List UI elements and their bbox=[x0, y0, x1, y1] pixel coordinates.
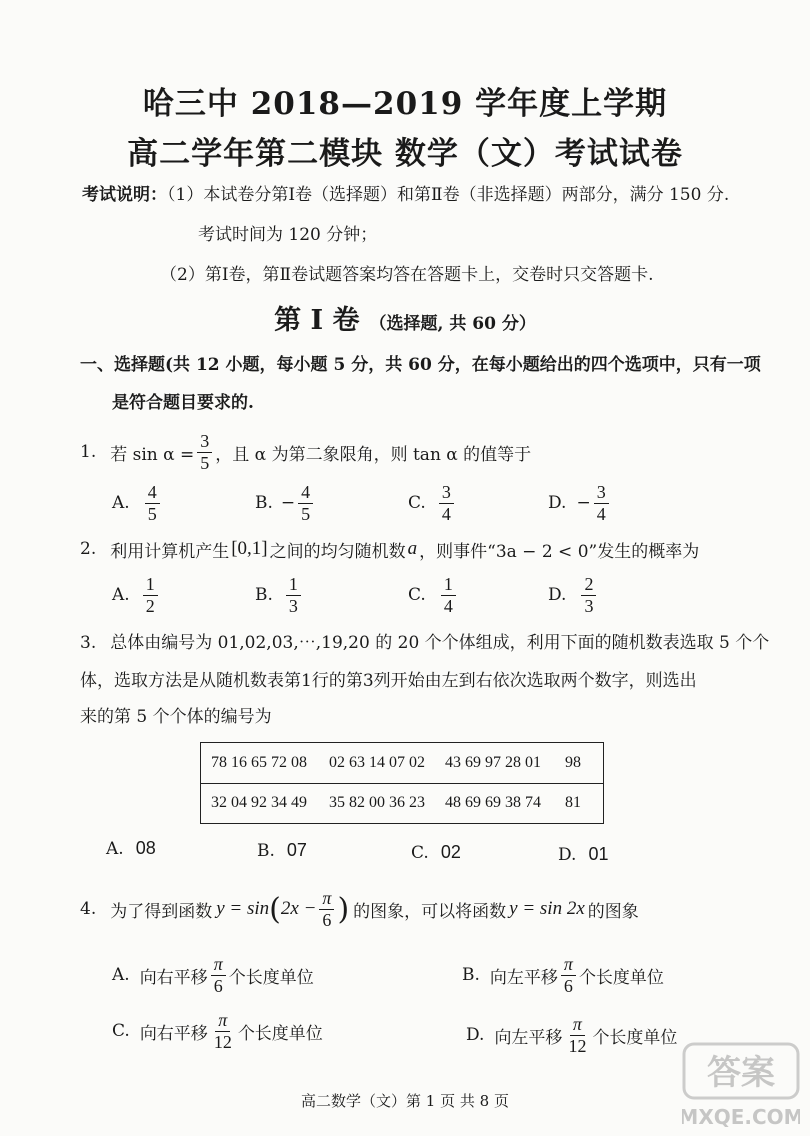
question-number: 3. bbox=[80, 633, 97, 653]
option-fraction bbox=[439, 483, 454, 524]
fraction-denominator: 6 bbox=[563, 975, 573, 996]
table-cell: 48 69 69 38 74 bbox=[445, 794, 541, 811]
option-text-pre: 向右平移 bbox=[139, 1023, 208, 1044]
option-label: B. bbox=[257, 841, 275, 861]
option-text-post: 个长度单位 bbox=[237, 1023, 323, 1044]
question-text-pre: 利用计算机产生 bbox=[110, 541, 230, 562]
fraction-denominator: 12 bbox=[568, 1035, 587, 1056]
fraction-denominator: 4 bbox=[443, 595, 453, 616]
question-1 bbox=[80, 428, 531, 476]
question-3 bbox=[80, 628, 769, 653]
variable-a: a bbox=[407, 538, 418, 559]
q2-option-b[interactable] bbox=[255, 570, 304, 620]
fraction-denominator: 3 bbox=[584, 595, 594, 616]
question-text-mid: 之间的均匀随机数 bbox=[269, 541, 406, 562]
option-text-pre: 向左平移 bbox=[494, 1027, 563, 1048]
q3-option-b[interactable] bbox=[257, 840, 307, 861]
function-expression: y = sin bbox=[216, 898, 270, 919]
fraction-numerator: π bbox=[215, 1011, 230, 1032]
fraction-numerator: 4 bbox=[298, 483, 313, 504]
option-label: C. bbox=[411, 843, 429, 863]
option-text: 02 bbox=[440, 842, 461, 862]
svg-text:答案: 答案 bbox=[707, 1053, 775, 1093]
option-label: D. bbox=[466, 1025, 485, 1045]
option-fraction bbox=[211, 1011, 235, 1052]
option-fraction bbox=[211, 955, 226, 996]
option-label: B. bbox=[255, 585, 273, 605]
option-text-pre: 向左平移 bbox=[489, 967, 558, 988]
q4-option-b[interactable] bbox=[462, 950, 664, 1000]
watermark-icon bbox=[682, 1040, 800, 1132]
instructions-item2: （2）第Ⅰ卷，第Ⅱ卷试题答案均答在答题卡上，交卷时只交答题卡. bbox=[160, 265, 654, 285]
option-fraction bbox=[298, 483, 313, 524]
option-fraction bbox=[594, 483, 609, 524]
table-row bbox=[201, 743, 603, 784]
table-row bbox=[201, 783, 603, 823]
q2-option-a[interactable] bbox=[112, 570, 161, 620]
q1-option-b[interactable] bbox=[255, 478, 316, 528]
fraction-numerator: 2 bbox=[581, 575, 596, 596]
option-text-post: 个长度单位 bbox=[578, 967, 664, 988]
instructions-line1 bbox=[82, 180, 729, 205]
option-fraction bbox=[561, 955, 576, 996]
option-label: A. bbox=[112, 965, 130, 985]
question-text-pre: 若 sin α = bbox=[110, 444, 195, 465]
q1-option-a[interactable] bbox=[112, 478, 163, 528]
option-label: C. bbox=[408, 585, 426, 605]
table-cell: 78 16 65 72 08 bbox=[211, 754, 307, 771]
option-label: B. bbox=[255, 493, 273, 513]
q3-option-d[interactable] bbox=[558, 844, 608, 865]
fraction-denominator: 5 bbox=[200, 452, 210, 473]
function-expression-2: y = sin 2x bbox=[509, 898, 585, 919]
q3-option-c[interactable] bbox=[411, 842, 461, 863]
question-text-line1: 总体由编号为 01,02,03,⋯,19,20 的 20 个个体组成，利用下面的随机数表选取 5 个个 bbox=[110, 633, 770, 653]
fraction-denominator: 4 bbox=[596, 503, 606, 524]
fraction-numerator: π bbox=[561, 955, 576, 976]
q1-option-d[interactable] bbox=[548, 478, 612, 528]
table-cell: 81 bbox=[565, 794, 581, 811]
q2-option-c[interactable] bbox=[408, 570, 459, 620]
instructions-item1-cont: 考试时间为 120 分钟； bbox=[198, 225, 378, 245]
fraction-denominator: 6 bbox=[213, 975, 223, 996]
section-subtitle: （选择题, 共 60 分） bbox=[369, 314, 536, 334]
question-3-line2: 体，选取方法是从随机数表第1行的第3列开始由左到右依次选取两个数字，则选出 bbox=[80, 671, 697, 691]
q1-option-c[interactable] bbox=[408, 478, 457, 528]
option-text-pre: 向右平移 bbox=[139, 967, 208, 988]
q4-option-c[interactable] bbox=[112, 1006, 323, 1056]
option-text-post: 个长度单位 bbox=[592, 1027, 678, 1048]
option-text-post: 个长度单位 bbox=[228, 967, 314, 988]
q4-option-a[interactable] bbox=[112, 950, 314, 1000]
question-text-post: ，则事件“3a − 2 < 0”发生的概率为 bbox=[419, 541, 700, 562]
question-4 bbox=[80, 882, 639, 936]
question-text-pre: 为了得到函数 bbox=[110, 901, 213, 922]
option-fraction bbox=[143, 575, 158, 616]
random-number-table bbox=[200, 742, 604, 824]
table-cell: 98 bbox=[565, 754, 581, 771]
section-heading bbox=[0, 298, 810, 337]
fraction-denominator: 2 bbox=[145, 595, 155, 616]
option-label: D. bbox=[558, 845, 577, 865]
option-fraction bbox=[286, 575, 301, 616]
question-number: 4. bbox=[80, 899, 97, 919]
option-label: C. bbox=[112, 1021, 130, 1041]
page-footer: 高二数学（文）第 1 页 共 8 页 bbox=[301, 1092, 509, 1110]
table-cell: 02 63 14 07 02 bbox=[329, 754, 425, 771]
exam-title-line2: 高二学年第二模块 数学（文）考试试卷 bbox=[127, 136, 683, 172]
question-text-post: ，且 α 为第二象限角，则 tan α 的值等于 bbox=[215, 444, 532, 465]
fraction-numerator: π bbox=[319, 889, 334, 910]
option-fraction bbox=[581, 575, 596, 616]
fraction bbox=[197, 432, 212, 473]
watermark-logo bbox=[682, 1040, 800, 1132]
fraction-numerator: 3 bbox=[439, 483, 454, 504]
table-cell: 32 04 92 34 49 bbox=[211, 794, 307, 811]
function-inner: 2x − bbox=[280, 898, 317, 919]
option-label: A. bbox=[106, 839, 124, 859]
fraction-denominator: 6 bbox=[322, 909, 332, 930]
open-paren-icon: ( bbox=[269, 891, 281, 927]
fraction-numerator: 4 bbox=[145, 483, 160, 504]
exam-title-line1: 哈三中 2018—2019 学年度上学期 bbox=[142, 86, 668, 122]
option-fraction bbox=[441, 575, 456, 616]
option-label: B. bbox=[462, 965, 480, 985]
option-text: 01 bbox=[588, 844, 609, 864]
option-label: D. bbox=[548, 585, 567, 605]
option-sign: − bbox=[280, 493, 296, 513]
instructions-label: 考试说明： bbox=[82, 185, 167, 205]
table-cell: 35 82 00 36 23 bbox=[329, 794, 425, 811]
fraction bbox=[319, 889, 334, 930]
option-label: A. bbox=[112, 585, 130, 605]
question-number: 1. bbox=[80, 442, 97, 462]
option-text: 07 bbox=[286, 840, 307, 860]
part1-instructions-line1: 一、选择题(共 12 小题，每小题 5 分，共 60 分，在每小题给出的四个选项中，只有一项 bbox=[80, 355, 761, 375]
table-cell: 43 69 97 28 01 bbox=[445, 754, 541, 771]
option-text: 08 bbox=[135, 838, 156, 858]
fraction-numerator: 1 bbox=[143, 575, 158, 596]
fraction-denominator: 5 bbox=[301, 503, 311, 524]
fraction-numerator: 3 bbox=[594, 483, 609, 504]
option-label: A. bbox=[112, 493, 130, 513]
fraction-numerator: π bbox=[570, 1015, 585, 1036]
fraction-numerator: π bbox=[211, 955, 226, 976]
q3-option-a[interactable] bbox=[106, 838, 156, 859]
question-3-line3: 来的第 5 个个体的编号为 bbox=[80, 707, 272, 727]
q4-option-d[interactable] bbox=[466, 1010, 677, 1060]
option-label: D. bbox=[548, 493, 567, 513]
fraction-denominator: 5 bbox=[147, 503, 157, 524]
fraction-denominator: 3 bbox=[288, 595, 298, 616]
option-sign: − bbox=[576, 493, 591, 513]
option-label: C. bbox=[408, 493, 426, 513]
question-text-post: 的图象 bbox=[587, 901, 639, 922]
part1-instructions-line2: 是符合题目要求的. bbox=[112, 393, 254, 413]
question-text-mid: 的图象，可以将函数 bbox=[353, 901, 507, 922]
fraction-denominator: 12 bbox=[213, 1031, 232, 1052]
interval: [0,1] bbox=[231, 538, 268, 559]
question-2 bbox=[80, 534, 699, 564]
option-fraction bbox=[145, 483, 160, 524]
section-title: 第 Ⅰ 卷 bbox=[274, 305, 360, 336]
question-number: 2. bbox=[80, 539, 97, 559]
fraction-numerator: 1 bbox=[286, 575, 301, 596]
fraction-denominator: 4 bbox=[441, 503, 451, 524]
q2-option-d[interactable] bbox=[548, 570, 599, 620]
fraction-numerator: 3 bbox=[197, 432, 212, 453]
option-fraction bbox=[565, 1015, 589, 1056]
fraction-numerator: 1 bbox=[441, 575, 456, 596]
watermark-text: MXQE.COM bbox=[682, 1105, 800, 1129]
close-paren-icon: ) bbox=[337, 891, 350, 927]
instructions-item1: （1）本试卷分第Ⅰ卷（选择题）和第Ⅱ卷（非选择题）两部分，满分 150 分. bbox=[167, 185, 730, 205]
